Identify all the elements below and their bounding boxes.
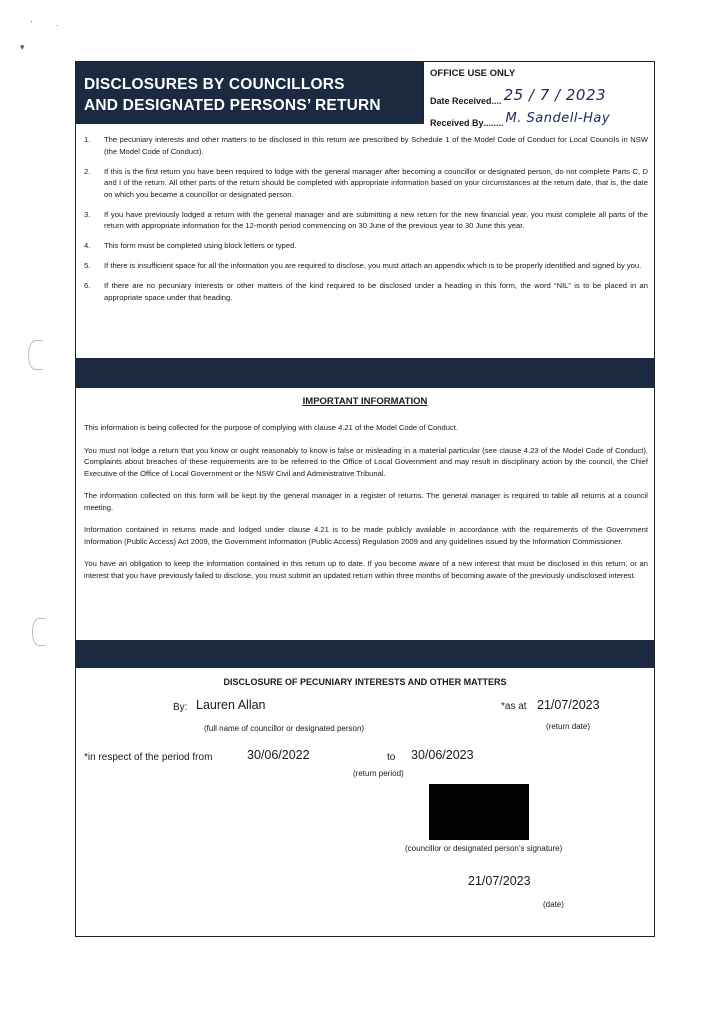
as-at-label: *as at	[501, 701, 527, 712]
date-received-row: Date Received .... 25 / 7 / 2023	[430, 86, 607, 106]
received-by-label: Received By	[430, 118, 484, 128]
office-use-box	[423, 62, 656, 128]
important-paragraph: This information is being collected for the purpose of complying with clause 4.21 of the Model Code of Conduct.	[84, 423, 458, 432]
office-use-title: OFFICE USE ONLY	[430, 68, 516, 79]
period-from-value: 30/06/2022	[247, 748, 310, 762]
received-by-value: M. Sandell-Hay	[505, 111, 611, 126]
instruction-item: 3. If you have previously lodged a return with the general manager and are submitting a new return for the new financial year, you must complete all parts of the return with appropriate information for the 12-month period commencing on 30 June of the previous year to 30 June this year.	[84, 209, 648, 230]
signature-caption: (councillor or designated person’s signature)	[405, 844, 563, 853]
return-date-caption: (return date)	[546, 722, 591, 731]
punch-hole-mark	[28, 340, 43, 370]
date-received-value: 25 / 7 / 2023	[503, 86, 607, 104]
form-title-line-1: DISCLOSURES BY COUNCILLORS	[84, 76, 345, 93]
scan-speck: ˙	[56, 24, 59, 34]
form-title-line-2: AND DESIGNATED PERSONS’ RETURN	[84, 97, 381, 114]
important-paragraph: You have an obligation to keep the information contained in this return up to date. If you become aware of a new interest that must be disclosed in this return, or an interest that you have previously failed to disclose, you must submit an updated return within three months of becoming aware of the previously undisclosed interest.	[84, 559, 648, 580]
section-divider-bar	[76, 640, 654, 668]
punch-hole-mark	[32, 618, 45, 646]
section-divider-bar	[76, 358, 654, 388]
redacted-signature	[429, 784, 529, 840]
period-label: *in respect of the period from	[84, 752, 213, 763]
full-name-value: Lauren Allan	[196, 698, 266, 712]
signature-date-value: 21/07/2023	[468, 874, 531, 888]
received-by-row: Received By ........ M. Sandell-Hay	[430, 111, 611, 128]
important-paragraph: The information collected on this form will be kept by the general manager in a register of returns. The general manager is required to table all returns at a council meeting.	[84, 491, 648, 512]
disclosure-title: DISCLOSURE OF PECUNIARY INTERESTS AND OTHER MATTERS	[223, 677, 507, 687]
form-title-block	[76, 62, 423, 124]
return-date-value: 21/07/2023	[537, 698, 600, 712]
important-information-title: IMPORTANT INFORMATION	[302, 396, 428, 407]
important-information-body	[84, 422, 648, 592]
instruction-item: 5. If there is insufficient space for all the information you are required to disclose, you must attach an appendix which is to be properly identified and signed by you.	[84, 261, 642, 270]
period-to-value: 30/06/2023	[411, 748, 474, 762]
important-paragraph: Information contained in returns made and lodged under clause 4.21 is to be made publicly available in accordance with the requirements of the Government Information (Public Access) Act 2009, the Government Information (Public Access) Regulation 2009 and any guidelines issued by the Information Commissioner.	[84, 525, 648, 546]
instruction-item: 2. If this is the first return you have been required to lodge with the general manager after becoming a councillor or designated person, do not complete Parts C, D and I of the return. All other parts of the return should be completed with appropriate information based on your circumstances at the return date, that is, the date on which you became a councillor or designated person.	[84, 166, 648, 199]
return-period-caption: (return period)	[353, 769, 404, 778]
period-to-label: to	[387, 752, 396, 763]
scan-speck: ▾	[20, 42, 25, 52]
instruction-item: 4. This form must be completed using block letters or typed.	[84, 241, 297, 250]
by-label: By:	[173, 702, 188, 713]
full-name-caption: (full name of councillor or designated person)	[204, 724, 365, 733]
instructions-list	[84, 134, 648, 312]
instruction-item: 6. If there are no pecuniary interests or other matters of the kind required to be disclosed under a heading in this form, the word “NIL” is to be placed in an appropriate space under that heading.	[84, 281, 648, 302]
signature-date-caption: (date)	[543, 900, 564, 909]
date-received-label: Date Received	[430, 96, 492, 106]
instruction-item: 1. The pecuniary interests and other matters to be disclosed in this return are prescribed by Schedule 1 of the Model Code of Conduct for Local Councils in NSW (the Model Code of Conduct).	[84, 135, 648, 156]
form-frame	[75, 61, 655, 937]
scan-speck: ·	[30, 16, 33, 26]
important-paragraph: You must not lodge a return that you know or ought reasonably to know is false or misleading in a material particular (see clause 4.23 of the Model Code of Conduct). Complaints about breaches of these requirements are to be referred to the Office of Local Government and may result in disciplinary action by the council, the Chief Executive of the Office of Local Government or the NSW Civil and Administrative Tribunal.	[84, 445, 648, 478]
